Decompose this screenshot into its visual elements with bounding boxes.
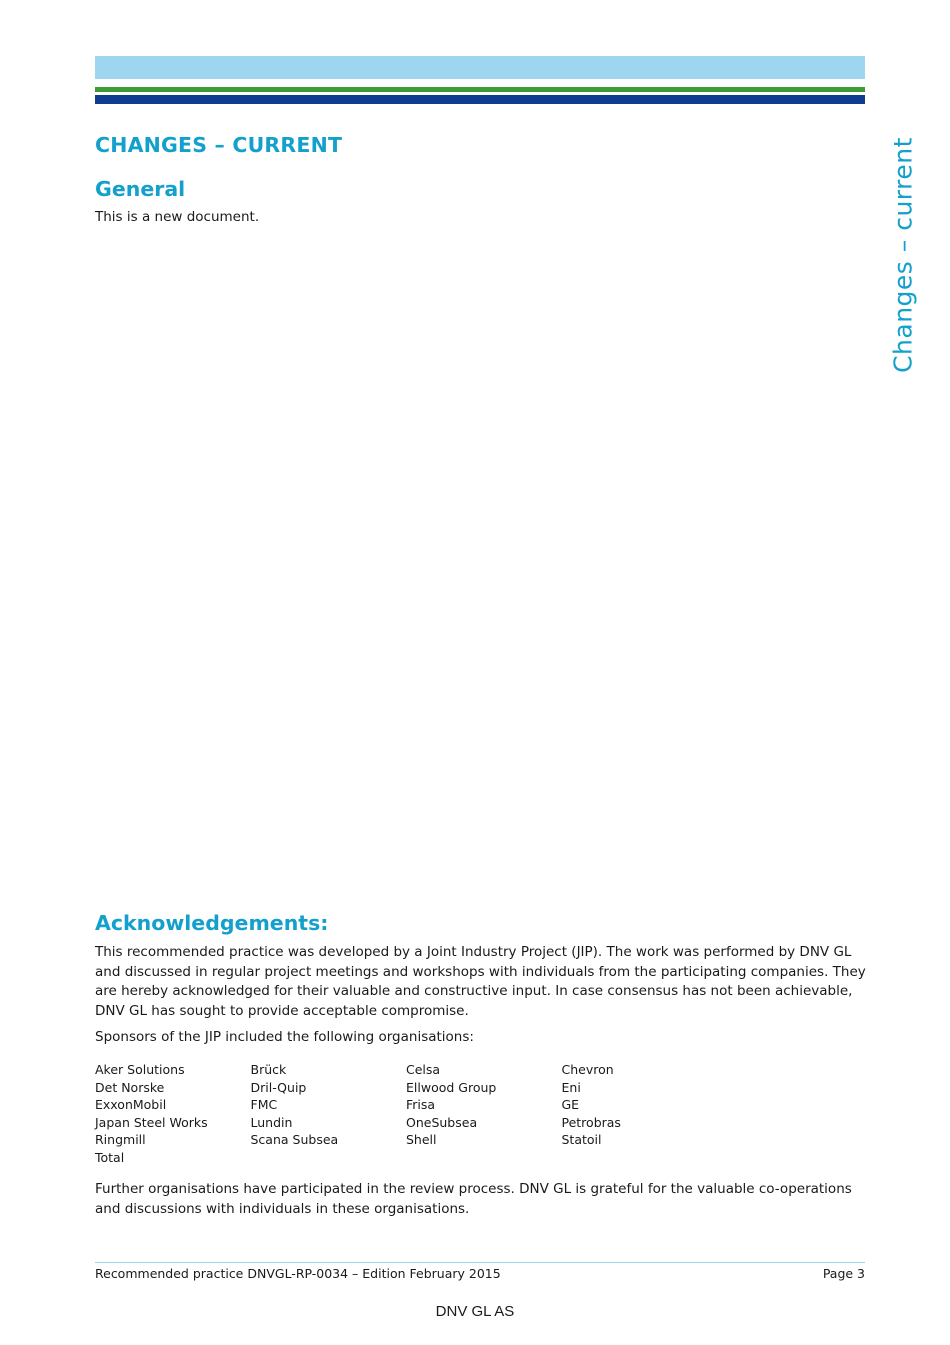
sponsor-name: Aker Solutions: [95, 1062, 185, 1077]
sponsors-row: [95, 1061, 735, 1079]
sponsor-name: Chevron: [561, 1062, 614, 1077]
sponsor-name: Scana Subsea: [250, 1132, 339, 1147]
sponsor-name: [251, 1149, 407, 1167]
sponsor-name: GE: [561, 1097, 580, 1112]
sponsor-name: Dril-Quip: [250, 1079, 307, 1095]
sponsor-name: Det Norske: [95, 1079, 165, 1095]
sponsor-name: Total: [95, 1149, 125, 1165]
sponsor-name: Shell: [406, 1132, 437, 1147]
sponsor-name: Eni: [561, 1079, 581, 1095]
header-band-light: [95, 56, 865, 79]
sponsor-name: Ringmill: [95, 1132, 146, 1147]
general-text: This is a new document.: [95, 209, 260, 225]
sponsor-name: Petrobras: [561, 1114, 621, 1130]
sponsor-name: Ellwood Group: [406, 1079, 497, 1095]
further-organisations-text: Further organisations have participated in the review process. DNV GL is grateful for the valuable co-operations and discussions with individuals in these organisations.: [95, 1181, 852, 1217]
sponsors-table: [95, 1061, 735, 1166]
sponsor-name: FMC: [250, 1097, 278, 1112]
sponsor-name: Celsa: [406, 1062, 441, 1077]
header-band-blue: [95, 95, 865, 104]
side-section-label: Changes – current: [888, 137, 918, 373]
sponsor-name: [562, 1149, 718, 1167]
company-name: DNV GL AS: [435, 1303, 515, 1320]
acknowledgements-heading: Acknowledgements:: [95, 911, 329, 935]
footer-page-number: Page 3: [822, 1266, 865, 1281]
sponsor-name: ExxonMobil: [95, 1097, 167, 1112]
acknowledgements-text: This recommended practice was developed by a Joint Industry Project (JIP). The work was performed by DNV GL and discussed in regular project meetings and workshops with individuals from the participating companies. They are hereby acknowledged for their valuable and constructive input. In case consensus has not been achievable, DNV GL has sought to provide acceptable compromise.: [95, 944, 866, 1019]
sponsor-name: [406, 1149, 562, 1167]
sponsor-name: Lundin: [250, 1114, 293, 1130]
footer-divider: [95, 1262, 865, 1263]
sponsors-intro: Sponsors of the JIP included the following organisations:: [95, 1029, 474, 1045]
page-title: CHANGES – CURRENT: [95, 133, 343, 157]
footer-document-info: Recommended practice DNVGL-RP-0034 – Edition February 2015: [95, 1266, 501, 1281]
sponsors-row: [95, 1096, 735, 1114]
sponsors-row: [95, 1079, 735, 1097]
sponsor-name: Frisa: [406, 1097, 436, 1112]
sponsors-row: [95, 1114, 735, 1132]
sponsor-name: Japan Steel Works: [95, 1114, 208, 1130]
sponsors-row: [95, 1131, 735, 1149]
sponsor-name: OneSubsea: [406, 1114, 478, 1130]
sponsor-name: Brück: [250, 1062, 287, 1077]
sponsors-row: [95, 1149, 735, 1167]
header-band-green: [95, 87, 865, 92]
general-heading: General: [95, 177, 186, 201]
sponsor-name: Statoil: [561, 1132, 602, 1147]
